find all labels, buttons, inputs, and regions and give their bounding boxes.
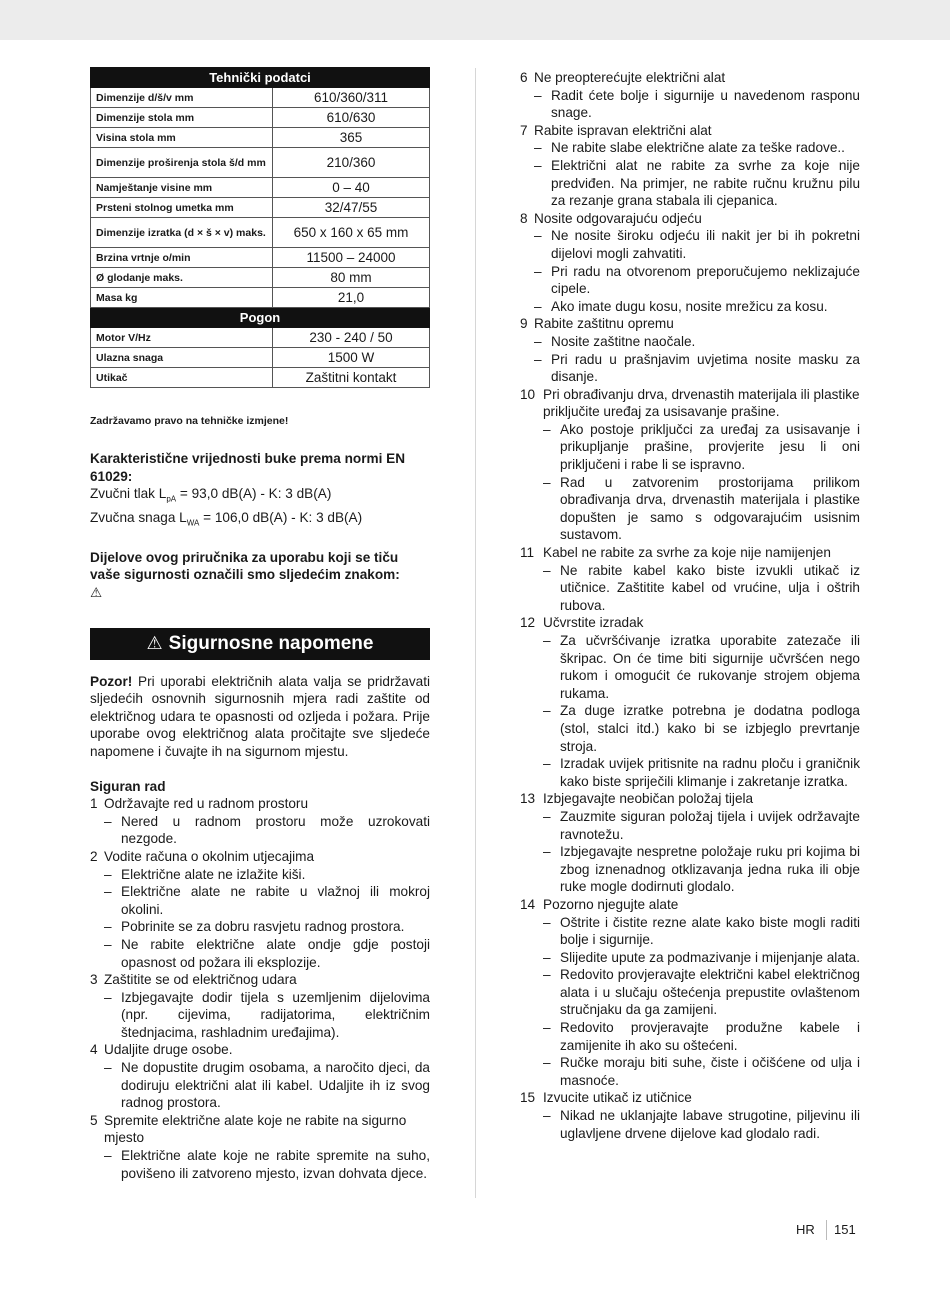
sub-item xyxy=(104,866,430,884)
item-title: Rabite zaštitnu opremu xyxy=(534,316,674,332)
spec-row xyxy=(91,198,430,218)
safety-item xyxy=(90,971,430,1041)
sub-item xyxy=(543,562,860,615)
safety-item xyxy=(520,386,860,544)
spec-row xyxy=(91,178,430,198)
safety-item xyxy=(520,790,860,896)
dash-bullet: – xyxy=(534,157,542,173)
spec-row xyxy=(91,248,430,268)
sub-item xyxy=(104,936,430,971)
dash-bullet: – xyxy=(543,1020,551,1036)
warning-icon: ⚠ xyxy=(146,633,163,654)
sub-item xyxy=(543,949,860,967)
spec-value: 610/360/311 xyxy=(273,88,430,108)
spec-row xyxy=(91,368,430,388)
sub-item xyxy=(543,1054,860,1089)
sound-power: Zvučna snaga $L_{WA} = 106,0$ dB(A) - K: 3 dB(A) xyxy=(90,509,363,528)
sub-item xyxy=(543,808,860,843)
spec-row xyxy=(91,288,430,308)
spec-label: Namještanje visine mm xyxy=(91,178,273,198)
spec-row xyxy=(91,328,430,348)
sub-item xyxy=(543,632,860,702)
dash-bullet: – xyxy=(104,1060,112,1076)
spec-row xyxy=(91,218,430,248)
sub-item-text: Nikad ne uklanjajte labave strugotine, piljevinu ili uglavljene drvene dijelove kad glodalo radi. xyxy=(560,1108,860,1141)
dash-bullet: – xyxy=(543,844,551,860)
footer-divider xyxy=(826,1220,827,1240)
sub-item-text: Pobrinite se za dobru rasvjetu radnog prostora. xyxy=(121,919,405,935)
item-number: 8 xyxy=(520,210,528,226)
spec-row xyxy=(91,128,430,148)
spec-value: 365 xyxy=(273,128,430,148)
item-number: 14 xyxy=(520,896,536,912)
language-code: HR xyxy=(796,1222,815,1237)
spec-row xyxy=(91,348,430,368)
item-number: 12 xyxy=(520,615,536,631)
sub-item xyxy=(534,87,860,122)
spec-value: 1500 W xyxy=(273,348,430,368)
spec-label: Motor V/Hz xyxy=(91,328,273,348)
dash-bullet: – xyxy=(543,474,551,490)
spec-label: Visina stola mm xyxy=(91,128,273,148)
tech-note: Zadržavamo pravo na tehničke izmjene! xyxy=(90,415,289,427)
dash-bullet: – xyxy=(534,298,542,314)
spec-table-header: Tehnički podatci xyxy=(91,68,430,88)
sub-item-text: Ako postoje priključci za uređaj za usisavanje i prikupljanje prašine, provjerite jesu li oni priključeni i rabe li se ispravno. xyxy=(560,421,860,473)
sub-item xyxy=(543,474,860,544)
item-title: Pozorno njegujte alate xyxy=(543,896,679,912)
spec-row xyxy=(91,148,430,178)
drive-table-header: Pogon xyxy=(91,308,430,328)
spec-value: 210/360 xyxy=(273,148,430,178)
sub-item xyxy=(543,421,860,474)
sub-item-text: Redovito provjeravajte električni kabel električnog alata i u slučaju oštećenja prepustite ovlaštenom stručnjaku da ga zamijeni. xyxy=(560,967,860,1018)
safety-item xyxy=(520,1089,860,1142)
item-title: Nosite odgovarajuću odjeću xyxy=(534,210,702,226)
sub-item-text: Pri radu u prašnjavim uvjetima nosite masku za disanje. xyxy=(551,351,860,385)
sub-item xyxy=(543,1019,860,1054)
item-title: Ne preopterećujte električni alat xyxy=(534,70,726,85)
sub-item-text: Ne rabite slabe električne alate za teške radove.. xyxy=(551,140,845,156)
sub-item xyxy=(534,298,860,316)
dash-bullet: – xyxy=(104,1148,112,1164)
sub-item-text: Izbjegavajte dodir tijela s uzemljenim dijelovima (npr. cijevima, radijatorima, električnim štednjacima, rashladnim uređajima). xyxy=(121,989,430,1040)
sub-item xyxy=(543,1107,860,1142)
spec-label: Ulazna snaga xyxy=(91,348,273,368)
spec-label: Dimenzije d/š/v mm xyxy=(91,88,273,108)
sub-item-text: Električne alate ne rabite u vlažnoj ili mokroj okolini. xyxy=(121,884,430,917)
sub-item-text: Pri radu na otvorenom preporučujemo neklizajuće cipele. xyxy=(551,263,860,297)
sub-item xyxy=(543,914,860,949)
sub-item xyxy=(104,989,430,1042)
spec-label: Brzina vrtnje o/min xyxy=(91,248,273,268)
sub-item xyxy=(543,843,860,896)
spec-value: 80 mm xyxy=(273,268,430,288)
safe-work-heading: Siguran rad xyxy=(90,778,166,794)
spec-value: 650 x 160 x 65 mm xyxy=(273,218,430,248)
spec-row xyxy=(91,268,430,288)
sub-item xyxy=(534,157,860,210)
sub-item xyxy=(104,813,430,848)
safety-item xyxy=(90,795,430,848)
safety-marking-note: Dijelove ovog priručnika za uporabu koji se tiču vaše sigurnosti označili smo sljedećim znakom: ⚠ xyxy=(90,549,430,602)
spec-label: Ø glodanje maks. xyxy=(91,268,273,288)
warning-icon: ⚠ xyxy=(90,585,103,600)
spec-label: Utikač xyxy=(91,368,273,388)
sub-item xyxy=(534,263,860,298)
top-band xyxy=(0,0,950,40)
sub-item xyxy=(104,883,430,918)
dash-bullet: – xyxy=(543,756,551,772)
dash-bullet: – xyxy=(104,919,112,935)
item-title: Rabite ispravan električni alat xyxy=(534,122,712,138)
item-title: Održavajte red u radnom prostoru xyxy=(104,796,309,812)
safety-item xyxy=(90,848,430,971)
safety-list-left xyxy=(90,795,430,1182)
sub-item-text: Nosite zaštitne naočale. xyxy=(551,333,696,349)
safety-item xyxy=(520,614,860,790)
noise-values xyxy=(90,450,430,532)
item-number: 5 xyxy=(90,1112,98,1128)
dash-bullet: – xyxy=(104,866,112,882)
safety-item xyxy=(520,544,860,614)
spec-label: Prsteni stolnog umetka mm xyxy=(91,198,273,218)
right-column xyxy=(520,69,860,1142)
sub-item xyxy=(543,702,860,755)
safety-list-right xyxy=(520,69,860,1142)
dash-bullet: – xyxy=(534,351,542,367)
sub-item xyxy=(543,755,860,790)
item-number: 6 xyxy=(520,70,528,85)
sub-item xyxy=(104,1059,430,1112)
item-number: 10 xyxy=(520,386,536,402)
dash-bullet: – xyxy=(534,228,542,244)
safety-item xyxy=(90,1112,430,1182)
dash-bullet: – xyxy=(543,1055,551,1071)
safety-item xyxy=(520,315,860,385)
item-title: Kabel ne rabite za svrhe za koje nije namijenjen xyxy=(543,545,831,561)
sub-item-text: Izradak uvijek pritisnite na radnu ploču i graničnik kako biste spriječili klimanje i zakretanje izratka. xyxy=(560,756,860,789)
item-number: 9 xyxy=(520,316,528,332)
item-title: Zaštitite se od električnog udara xyxy=(104,972,297,988)
dash-bullet: – xyxy=(543,949,551,965)
safety-item xyxy=(520,122,860,210)
sub-item-text: Ručke moraju biti suhe, čiste i očišćene od ulja i masnoće. xyxy=(560,1055,860,1088)
sub-item-text: Električni alat ne rabite za svrhe za koje nije predviđen. Na primjer, ne rabite ručnu kružnu pilu za rezanje grana stabala ili cjepanica. xyxy=(551,157,860,209)
sub-item xyxy=(104,918,430,936)
spec-value: 610/630 xyxy=(273,108,430,128)
dash-bullet: – xyxy=(104,813,112,829)
spec-value: 21,0 xyxy=(273,288,430,308)
spec-table xyxy=(90,67,430,388)
sub-item-text: Za duge izratke potrebna je dodatna podloga (stol, stalci itd.) kako bi se izbjeglo prevrtanje stroja. xyxy=(560,703,860,754)
sub-item-text: Ako imate dugu kosu, nosite mrežicu za kosu. xyxy=(551,298,828,314)
sub-item-text: Ne nosite široku odjeću ili nakit jer bi ih pokretni dijelovi mogli zahvatiti. xyxy=(551,228,860,261)
item-title: Učvrstite izradak xyxy=(543,615,644,631)
sub-item-text: Za učvršćivanje izratka uporabite zatezače ili škripac. On će time biti sigurnije učvršćen nego rukom i omogućit će rukovanje strojem objema rukama. xyxy=(560,633,860,701)
sub-item xyxy=(543,966,860,1019)
spec-value: 32/47/55 xyxy=(273,198,430,218)
noise-heading: Karakteristične vrijednosti buke prema normi EN 61029: xyxy=(90,451,406,484)
sub-item xyxy=(534,139,860,157)
dash-bullet: – xyxy=(543,1108,551,1124)
dash-bullet: – xyxy=(104,936,112,952)
item-number: 3 xyxy=(90,972,98,988)
spec-value: 11500 – 24000 xyxy=(273,248,430,268)
spec-label: Dimenzije stola mm xyxy=(91,108,273,128)
item-number: 13 xyxy=(520,791,536,807)
safety-item xyxy=(520,210,860,316)
item-number: 1 xyxy=(90,796,98,812)
sub-item-text: Redovito provjeravajte produžne kabele i zamijenite ih ako su oštećeni. xyxy=(560,1020,860,1053)
dash-bullet: – xyxy=(534,333,542,349)
dash-bullet: – xyxy=(543,633,551,648)
item-title: Izbjegavajte neobičan položaj tijela xyxy=(543,791,754,807)
spec-row xyxy=(91,88,430,108)
spec-label: Masa kg xyxy=(91,288,273,308)
item-title: Vodite računa o okolnim utjecajima xyxy=(104,848,315,864)
safety-item xyxy=(520,896,860,1090)
sub-item-text: Slijedite upute za podmazivanje i mijenjanje alata. xyxy=(560,949,860,965)
dash-bullet: – xyxy=(543,703,551,719)
sub-item-text: Ne dopustite drugim osobama, a naročito djeci, da dodiruju električni alat ili kabel. Udaljite ih iz svog radnog prostora. xyxy=(121,1060,430,1111)
page-number: 151 xyxy=(834,1222,856,1237)
dash-bullet: – xyxy=(543,562,551,578)
item-title: Izvucite utikač iz utičnice xyxy=(543,1090,692,1106)
sub-item-text: Radit ćete bolje i sigurnije u navedenom rasponu snage. xyxy=(551,87,860,121)
sub-item-text: Nered u radnom prostoru može uzrokovati nezgode. xyxy=(121,813,430,847)
sub-item xyxy=(534,227,860,262)
dash-bullet: – xyxy=(543,967,551,983)
spec-value: 0 – 40 xyxy=(273,178,430,198)
dash-bullet: – xyxy=(543,914,551,930)
spec-label: Dimenzije proširenja stola š/d mm xyxy=(91,148,273,178)
dash-bullet: – xyxy=(543,421,551,437)
dash-bullet: – xyxy=(534,87,542,103)
spec-label: Dimenzije izratka (d × š × v) maks. xyxy=(91,218,273,248)
dash-bullet: – xyxy=(104,989,112,1005)
item-number: 7 xyxy=(520,122,528,138)
sub-item xyxy=(534,351,860,386)
spec-row xyxy=(91,108,430,128)
sub-item-text: Električne alate koje ne rabite spremite na suho, povišeno ili zatvoreno mjesto, izvan dohvata djece. xyxy=(121,1148,430,1181)
section-banner xyxy=(90,628,430,660)
sub-item-text: Ne rabite električne alate ondje gdje postoji opasnost od požara ili eksplozije. xyxy=(121,936,430,970)
safety-item xyxy=(520,69,860,122)
spec-value: 230 - 240 / 50 xyxy=(273,328,430,348)
item-number: 4 xyxy=(90,1042,98,1058)
dash-bullet: – xyxy=(534,140,542,156)
item-title: Udaljite druge osobe. xyxy=(104,1042,233,1058)
item-number: 2 xyxy=(90,848,98,864)
item-title: Pri obrađivanju drva, drvenastih materijala ili plastike priključite uređaj za usisavanje prašine. xyxy=(543,386,860,420)
sub-item-text: Rad u zatvorenim prostorijama prilikom obrađivanja drva, drvenastih materijala i plastike dopušten je samo s odgovarajućim usisnim sustavom. xyxy=(560,474,860,543)
safety-item xyxy=(90,1041,430,1111)
intro-paragraph: Pozor! Pri uporabi električnih alata valja se pridržavati sljedećih osnovnih sigurnosnih mjera radi zaštite od električnog udara te opasnosti od ozljeda i požara. Prije uporabe ovog električnog alata pročitajte sve sljedeće napomene i čuvajte ih na sigurnom mjestu. xyxy=(90,673,430,759)
sub-item-text: Električne alate ne izlažite kiši. xyxy=(121,866,306,882)
banner-title: Sigurnosne napomene xyxy=(168,632,374,654)
dash-bullet: – xyxy=(104,884,112,900)
page-footer xyxy=(0,1220,950,1240)
column-divider xyxy=(475,68,476,1198)
item-number: 15 xyxy=(520,1090,536,1106)
sub-item xyxy=(534,333,860,351)
dash-bullet: – xyxy=(543,808,551,824)
sub-item xyxy=(104,1147,430,1182)
sub-item-text: Ne rabite kabel kako biste izvukli utikač iz utičnice. Zaštitite kabel od vrućine, ulja i oštrih rubova. xyxy=(560,562,860,613)
sub-item-text: Oštrite i čistite rezne alate kako biste mogli raditi bolje i sigurnije. xyxy=(560,914,860,948)
item-number: 11 xyxy=(520,545,535,561)
item-title: Spremite električne alate koje ne rabite na sigurno mjesto xyxy=(104,1112,407,1146)
spec-value: Zaštitni kontakt xyxy=(273,368,430,388)
sub-item-text: Izbjegavajte nespretne položaje ruku pri kojima bi zbog iznenadnog otklizavanja jedna ruka ili obje ruke mogle dodirnuti glodalo. xyxy=(560,844,860,895)
sound-pressure: Zvučni tlak $L_{pA} = 93,0$ dB(A) - K: 3 dB(A) xyxy=(90,486,332,504)
sub-item-text: Zauzmite siguran položaj tijela i uvijek održavajte ravnotežu. xyxy=(560,808,860,842)
dash-bullet: – xyxy=(534,263,542,279)
left-column xyxy=(90,67,430,1182)
